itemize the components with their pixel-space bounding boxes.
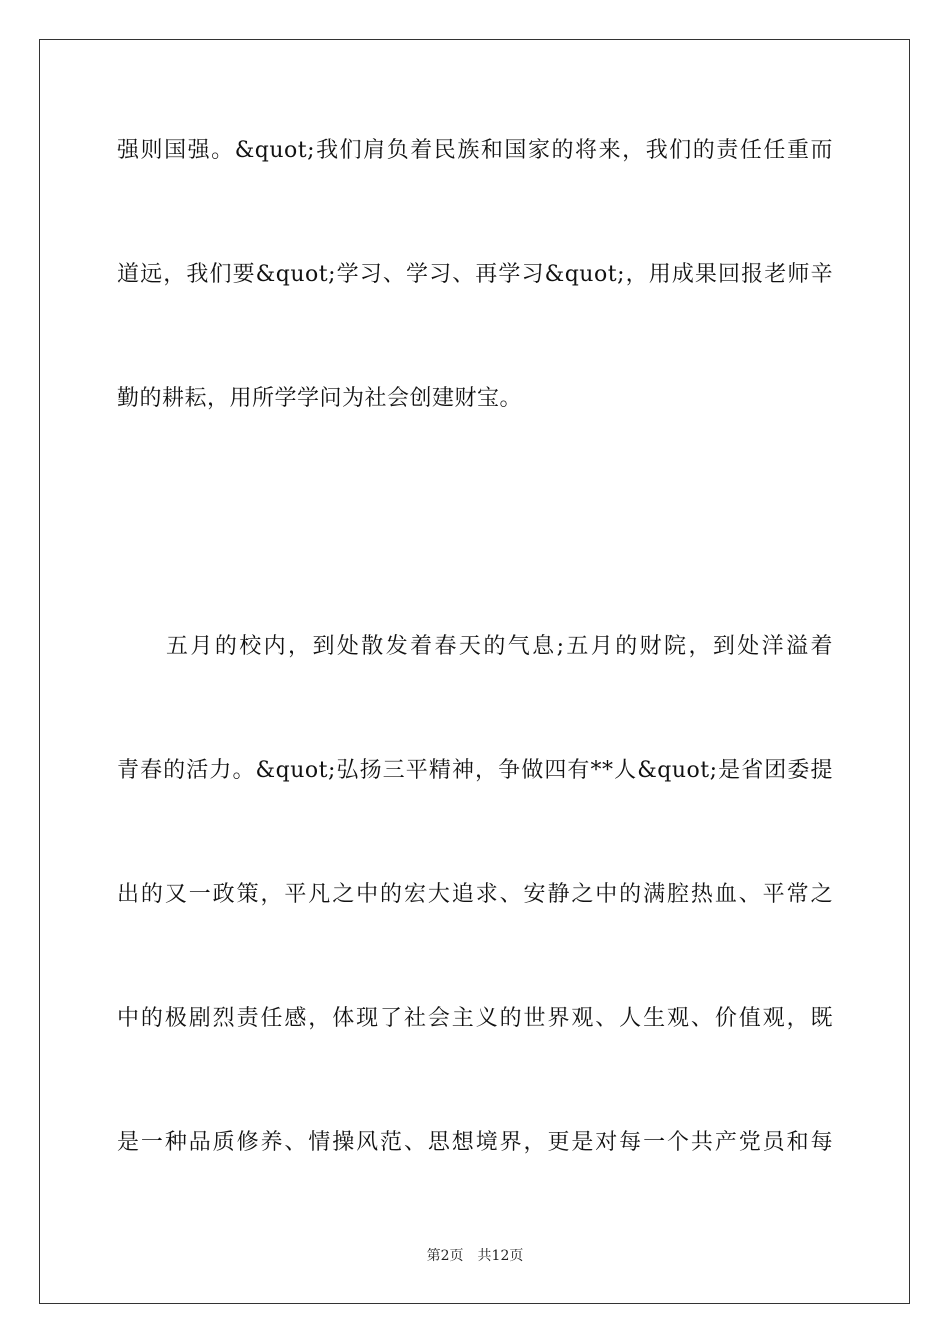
body-text-line: 道远，我们要&quot;学习、学习、再学习&quot;，用成果回报老师辛 — [117, 262, 833, 287]
page-count: 共12页 — [477, 1248, 524, 1264]
page-number: 第2页 — [426, 1248, 464, 1264]
body-text-line: 中的极剧烈责任感，体现了社会主义的世界观、人生观、价值观，既 — [117, 1006, 833, 1031]
body-text-line: 青春的活力。&quot;弘扬三平精神，争做四有**人&quot;是省团委提 — [117, 758, 833, 783]
page-footer — [0, 1246, 950, 1266]
body-text-line: 强则国强。&quot;我们肩负着民族和国家的将来，我们的责任任重而 — [117, 138, 833, 163]
body-text-line: 出的又一政策，平凡之中的宏大追求、安静之中的满腔热血、平常之 — [117, 882, 833, 907]
paragraph-first-line: 五月的校内，到处散发着春天的气息;五月的财院，到处洋溢着 — [166, 634, 833, 659]
body-text-line: 是一种品质修养、情操风范、思想境界，更是对每一个共产党员和每 — [117, 1130, 833, 1155]
page-border — [39, 39, 910, 1304]
body-text-line: 勤的耕耘，用所学学问为社会创建财宝。 — [117, 386, 523, 411]
